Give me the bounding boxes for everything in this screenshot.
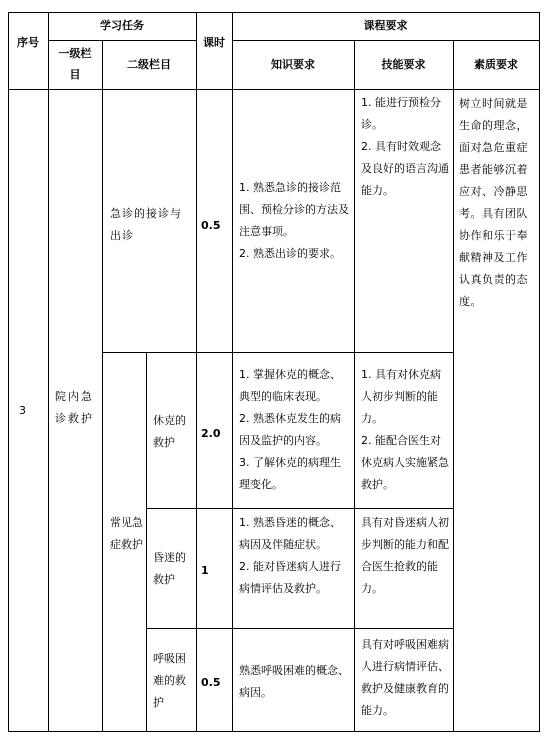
seq-value: 3 xyxy=(19,404,26,417)
header-level2: 二级栏目 xyxy=(127,58,171,71)
border-bottom xyxy=(8,731,539,732)
row1-bottom-line xyxy=(102,352,453,353)
group-label: 常见急症救护 xyxy=(110,516,143,551)
header-quality: 素质要求 xyxy=(474,58,518,71)
header-seq: 序号 xyxy=(17,36,39,49)
header-course-requirements: 课程要求 xyxy=(363,19,408,32)
row2-skill: 1. 具有对休克病人初步判断的能力。 2. 能配合医生对休克病人实施紧急救护。 xyxy=(361,368,449,491)
row4-skill: 具有对呼吸困难病人进行病情评估、救护及健康教育的能力。 xyxy=(361,638,449,717)
row1-hours: 0.5 xyxy=(201,219,221,232)
header-knowledge: 知识要求 xyxy=(271,58,315,71)
col-line-4 xyxy=(196,12,197,732)
header-study-tasks: 学习任务 xyxy=(100,19,144,32)
level1-value: 院内急诊救护 xyxy=(55,390,94,425)
row1-skill: 1. 能进行预检分诊。 2. 具有时效观念及良好的语言沟通能力。 xyxy=(361,96,449,197)
row4-hours: 0.5 xyxy=(201,676,221,689)
border-left xyxy=(8,12,9,732)
border-top xyxy=(8,12,539,13)
header-level1: 一级栏目 xyxy=(58,47,92,81)
row3-knowledge: 1. 熟悉昏迷的概念、病因及伴随症状。 2. 能对昏迷病人进行病情评估及救护。 xyxy=(239,516,341,595)
row1-knowledge: 1. 熟悉急诊的接诊范围、预检分诊的方法及注意事项。 2. 熟悉出诊的要求。 xyxy=(239,181,349,260)
row3-skill: 具有对昏迷病人初步判断的能力和配合医生抢救的能力。 xyxy=(361,516,449,595)
header-hours: 课时 xyxy=(203,36,225,49)
row4-level3: 呼吸困难的救护 xyxy=(153,652,186,709)
row3-hours: 1 xyxy=(201,564,209,577)
col-line-1 xyxy=(48,12,49,732)
row2-hours: 2.0 xyxy=(201,427,221,440)
row1-level2: 急诊的接诊与出诊 xyxy=(110,207,182,242)
header-skill: 技能要求 xyxy=(381,58,426,71)
quality-text: 树立时间就是生命的理念，面对急危重症患者能够沉着应对、冷静思考。具有团队协作和乐于奉献精神及工作认真负责的态度。 xyxy=(459,97,528,308)
col-line-3 xyxy=(146,352,147,732)
row2-knowledge: 1. 掌握休克的概念、典型的临床表现。 2. 熟悉休克发生的病因及监护的内容。 3. 了解休克的病理生理变化。 xyxy=(239,368,341,491)
row2-level3: 休克的救护 xyxy=(153,414,186,449)
col-line-2 xyxy=(102,40,103,732)
col-line-5 xyxy=(232,12,233,732)
header-line-tasks xyxy=(48,40,196,41)
row2-bottom-line xyxy=(146,508,453,509)
col-line-6 xyxy=(354,40,355,732)
border-right xyxy=(539,12,540,732)
row4-knowledge: 熟悉呼吸困难的概念、病因。 xyxy=(239,664,349,699)
row3-level3: 昏迷的救护 xyxy=(153,551,186,586)
row3-bottom-line xyxy=(146,628,453,629)
header-line-reqs xyxy=(232,40,539,41)
header-bottom-line xyxy=(8,89,539,90)
col-line-7 xyxy=(453,40,454,732)
